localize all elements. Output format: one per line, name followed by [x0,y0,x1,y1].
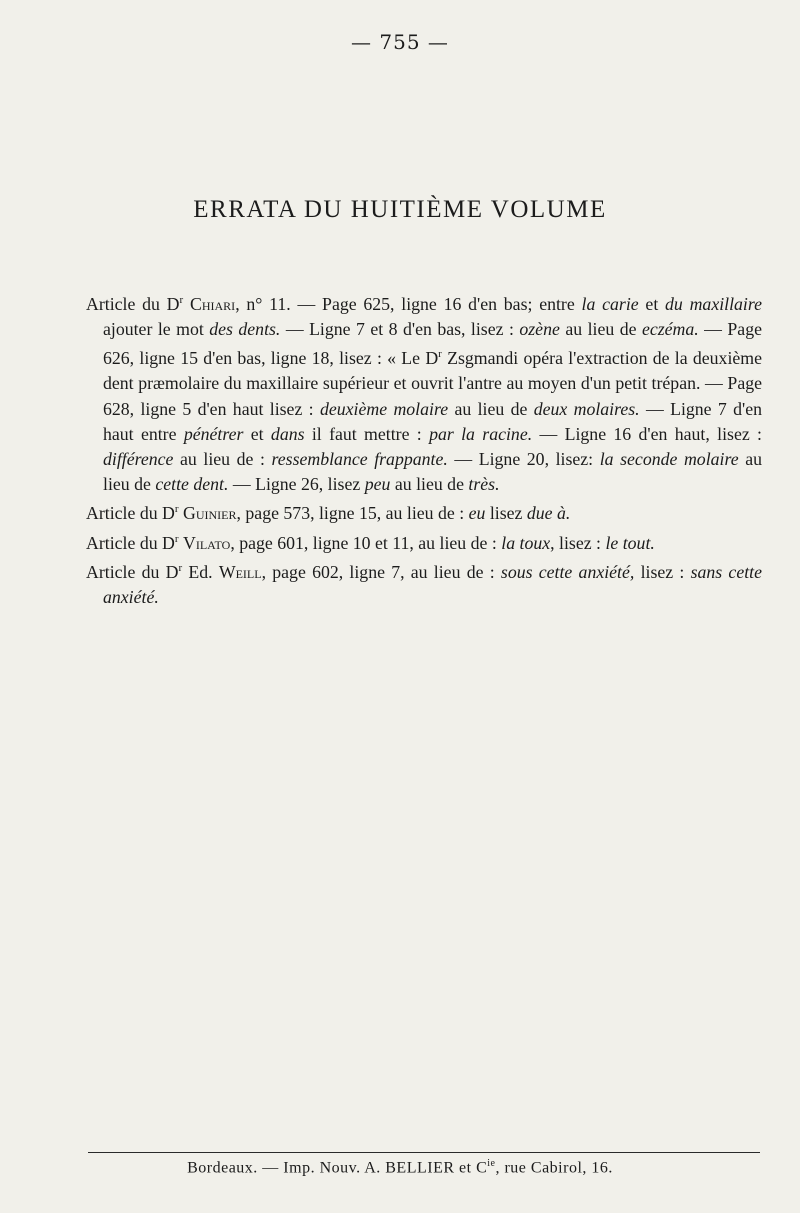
page-number: — 755 — [351,30,449,54]
entry-text: r [174,532,179,545]
correction-term: la seconde molaire [599,449,739,470]
correction-term: du maxillaire [665,293,763,314]
entry-text: r [178,561,183,574]
correction-term: peu [364,474,391,495]
entry-text: il faut mettre : [304,423,430,444]
footer-divider [88,1152,760,1153]
correction-term: due à. [526,503,571,524]
entry-text: lisez [485,503,527,524]
correction-term: sous cette anxiété, [500,561,635,582]
errata-list [86,288,762,610]
entry-text: , page 601, ligne 10 et 11, au lieu de : [230,532,502,553]
entry-text: — Ligne 7 et 8 d'en bas, lisez : [280,319,520,340]
errata-entry [86,556,762,610]
correction-term: différence [103,449,174,470]
entry-text: r [438,348,442,361]
entry-text: au lieu de : [173,449,272,470]
correction-term: la toux [501,532,551,553]
entry-text: , lisez : [550,532,606,553]
correction-term: pénétrer [183,423,244,444]
author-name: Guinier [183,503,237,524]
entry-text: lisez : [634,561,691,582]
correction-term: deux molaires. [533,398,640,419]
correction-term: sans cette anxiété. [103,561,762,607]
correction-term: par la racine. [429,423,533,444]
author-name: Vilato [183,532,231,553]
correction-term: la carie [581,293,639,314]
imprint-superscript: ie [487,1158,496,1169]
entry-text: r [174,503,179,516]
entry-text: — Ligne 20, lisez: [447,449,600,470]
entry-text: — Ligne 26, lisez [228,474,365,495]
entry-text: , n° 11. — Page 625, ligne 16 d'en bas; entre [235,293,582,314]
entry-text: , page 573, ligne 15, au lieu de : [236,503,469,524]
entry-text: Article du D [86,532,175,553]
correction-term: eczéma. [641,319,699,340]
entry-text: au lieu de [390,474,469,495]
entry-text: ajouter le mot [103,319,210,340]
entry-text: — Ligne 7 d'en haut entre [103,398,763,444]
entry-text: au lieu de [559,319,642,340]
errata-entry [86,497,762,526]
correction-term: ozène [519,319,560,340]
entry-text [183,294,190,314]
imprint-text: Bordeaux. — Imp. Nouv. A. BELLIER et C [187,1159,488,1177]
correction-term: dans [270,423,305,444]
entry-text: et [638,293,666,314]
entry-text: au lieu de [448,398,534,419]
correction-term: très. [468,474,500,495]
correction-term: deuxième molaire [319,398,449,419]
entry-text: r [179,294,184,306]
correction-term: ressemblance frappante. [271,449,448,470]
entry-text: et [243,423,271,444]
correction-term: des dents. [209,319,281,340]
entry-text: au lieu de [103,449,762,495]
correction-term: cette dent. [155,474,229,495]
correction-term: eu [468,503,486,524]
page-title: ERRATA DU HUITIÈME VOLUME [193,196,607,223]
imprint-address: , rue Cabirol, 16. [495,1159,613,1177]
entry-text: — Ligne 16 d'en haut, lisez : [532,423,763,444]
entry-text: Article du D [86,561,179,582]
errata-entry [86,288,762,497]
author-name: Weill [218,561,262,582]
entry-text: Ed. [182,561,219,582]
printer-imprint [0,1158,800,1177]
entry-text: Article du D [86,293,180,314]
entry-text: Article du D [86,503,175,524]
entry-text: , page 602, ligne 7, au lieu de : [261,561,501,582]
entry-text: Zsgmandi opéra l'extraction de la deuxième dent præmolaire du maxillaire supérieur et ouvrit l'antre au moyen d'un petit trépan. — Page 628, ligne 5 d'en haut lisez : [103,348,762,419]
errata-entry [86,527,762,556]
correction-term: le tout. [605,532,655,553]
author-name: Chiari [189,293,236,314]
entry-text: — Page 626, ligne 15 d'en bas, ligne 18, lisez : « Le D [103,319,762,369]
